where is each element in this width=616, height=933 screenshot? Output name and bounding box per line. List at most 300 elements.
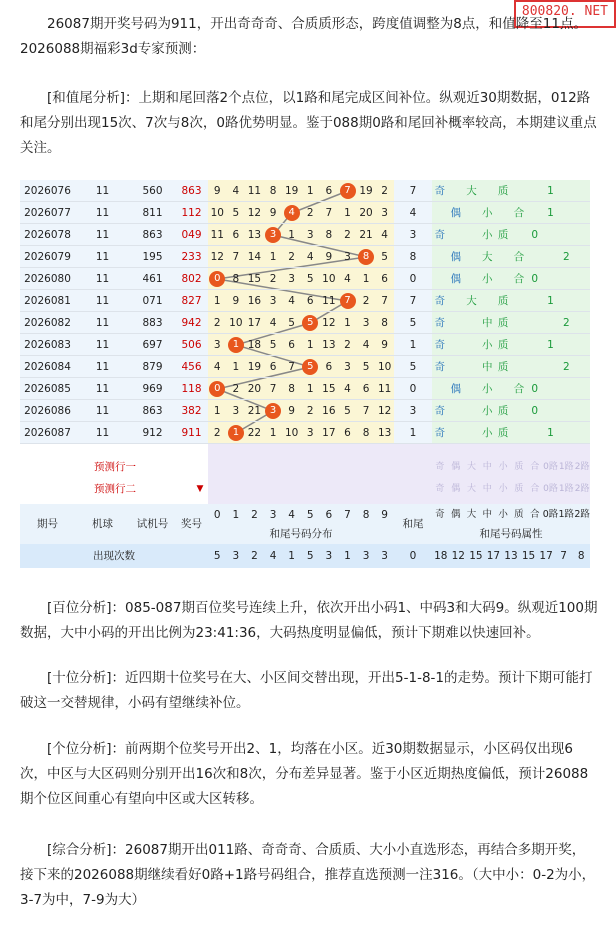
dist-cell: 21 [247,405,262,417]
predict-attr-cell: 大 [466,462,476,472]
header-attr-label: 和尾号码属性 [479,528,543,540]
attr-cell: 质 [497,317,509,329]
trend-table [20,180,590,568]
attr-cell: 质 [497,339,509,351]
attr-cell: 奇 [434,185,446,197]
dist-cell: 1 [213,405,221,417]
dist-cell: 6 [381,273,388,285]
dist-cell: 5 [306,273,314,285]
attr-cell: 0 [531,405,539,417]
dist-cell: 6 [306,295,314,307]
header-ball: 机球 [92,518,113,530]
row-ball: 11 [95,251,110,263]
attr-cell: 奇 [434,361,446,373]
footer-digit-count: 5 [213,550,221,562]
dist-cell: 21 [359,229,373,241]
dist-cell: 2 [344,339,351,351]
dist-cell: 1 [362,273,370,285]
dist-cell: 20 [247,383,262,395]
attr-cell: 1 [547,427,554,439]
dist-cell: 13 [377,427,392,439]
dist-cell: 15 [247,273,262,285]
table-footer [20,544,590,568]
dist-cell: 1 [232,361,240,373]
table-row [20,290,590,312]
header-dist-label: 和尾号码分布 [269,528,333,540]
predict-attr-cell: 中 [482,484,492,494]
table-row [20,202,590,224]
intro-line-1: 26087期开奖号码为911，开出奇奇奇、合质质形态，跨度值调整为8点，和值降至11点。 [47,16,587,32]
dist-cell: 15 [322,383,336,395]
dist-cell: 13 [322,339,336,351]
dist-cell: 7 [381,295,388,307]
predict-attr-cell: 小 [498,484,508,494]
shi-analysis: [十位分析]：近四期十位奖号在大、小区间交替出现，开出5-1-8-1的走势。预计下期可能打破这一交替规律，小码有望继续补位。 [20,670,593,711]
dist-cell: 2 [288,251,295,263]
ge-analysis: [个位分析]：前两期个位奖号开出2、1，均落在小区。近30期数据显示，小区码仅出现6次，中区与大区码则分别开出16次和8次，分布差异显著。鉴于小区近期热度偏低，预计26088期个位区间重心有望向中区或大区转移。 [20,741,589,807]
dist-cell: 4 [362,339,370,351]
dist-cell: 1 [344,317,351,329]
dist-cell: 11 [322,295,336,307]
row-ball: 11 [95,295,110,307]
predict-row-1-label: 预测行一 [94,461,136,473]
footer-digit-count: 4 [269,550,277,562]
attr-cell: 合 [513,273,525,285]
dist-cell: 16 [322,405,336,417]
dist-cell: 2 [232,383,240,395]
predict-attr-cell: 1路 [558,484,574,494]
attr-cell: 1 [547,207,554,219]
attr-cell: 小 [482,405,493,417]
row-prize: 456 [181,361,202,373]
row-trial: 560 [142,185,163,197]
table-row [20,334,590,356]
footer-digit-count: 3 [381,550,388,562]
row-trial: 697 [142,339,163,351]
row-prize: 049 [181,229,202,241]
predict-attr-cell: 偶 [451,484,461,494]
attr-cell: 小 [482,273,493,285]
attr-cell: 小 [482,427,493,439]
dist-cell: 5 [269,339,277,351]
attr-cell: 中 [482,317,493,329]
header-attr: 小 [498,509,508,520]
header-attr: 中 [482,509,493,520]
footer-label: 出现次数 [93,550,135,562]
hit-ball: 7 [340,293,356,309]
predict-attr-cell: 2路 [574,462,590,472]
site-watermark: 800820. NET [514,0,616,28]
row-ball: 11 [95,339,110,351]
attr-cell: 质 [497,361,509,373]
dist-cell: 8 [381,317,388,329]
header-issue: 期号 [37,518,58,530]
row-issue: 2026084 [24,361,71,373]
dist-cell: 4 [232,185,240,197]
dist-cell: 1 [269,251,277,263]
attr-cell: 奇 [434,339,446,351]
dist-cell: 8 [325,229,333,241]
attr-cell: 奇 [434,317,446,329]
row-issue: 2026076 [24,185,71,197]
dist-cell: 2 [381,185,388,197]
row-trial: 461 [142,273,163,285]
row-ball: 11 [95,361,110,373]
table-row [20,378,590,400]
header-attr: 0路 [542,509,559,520]
dist-cell: 1 [269,427,277,439]
dist-cell: 11 [210,229,224,241]
header-hewei: 和尾 [402,518,424,530]
dist-cell: 22 [247,427,262,439]
intro-line-2: 2026088期福彩3d专家预测： [20,41,206,57]
dist-cell: 6 [325,185,333,197]
hewei-analysis: [和值尾分析]：上期和尾回落2个点位，以1路和尾完成区间补位。纵观近30期数据，012路和尾分别出现15次、7次与8次，0路优势明显。鉴于088期0路和尾回补概率较高，本期建议重点关注。 [20,90,597,156]
dist-cell: 1 [213,295,221,307]
dist-cell: 14 [247,251,262,263]
attr-cell: 大 [482,251,493,263]
dist-cell: 11 [377,383,392,395]
dist-cell: 4 [288,295,295,307]
hit-ball: 1 [228,425,244,441]
dist-cell: 3 [269,295,277,307]
dist-cell: 10 [210,207,224,219]
dist-cell: 18 [247,339,262,351]
dist-cell: 19 [359,185,373,197]
row-hewei: 3 [409,229,417,241]
hit-ball: 7 [340,183,356,199]
header-digit: 6 [325,509,333,521]
attr-cell: 0 [531,273,539,285]
header-attr: 质 [514,509,524,520]
dist-cell: 6 [269,361,277,373]
footer-digit-count: 2 [251,550,258,562]
dist-cell: 3 [344,361,351,373]
predict-attr-cell: 合 [530,484,540,494]
predict-attr-cell: 偶 [451,462,461,472]
dist-cell: 9 [232,295,240,307]
dist-cell: 3 [344,251,351,263]
predict-row-2-label: 预测行二 [94,483,136,495]
dist-cell: 4 [269,317,277,329]
dist-cell: 3 [381,207,388,219]
row-trial: 863 [142,229,163,241]
footer-digit-count: 3 [362,550,370,562]
footer-attr-count: 8 [577,550,585,562]
dist-cell: 1 [306,383,314,395]
dist-cell: 9 [325,251,333,263]
table-row [20,400,590,422]
row-trial: 883 [142,317,163,329]
dist-cell: 3 [362,317,370,329]
dist-cell: 8 [288,383,295,395]
dist-cell: 7 [288,361,295,373]
table-row [20,356,590,378]
row-ball: 11 [95,317,110,329]
row-prize: 942 [181,317,202,329]
row-hewei: 1 [409,339,417,351]
attr-cell: 2 [562,361,570,373]
dist-cell: 4 [344,383,351,395]
predict-attr-cell: 大 [466,484,476,494]
dist-cell: 20 [359,207,373,219]
attr-cell: 合 [513,251,525,263]
footer-digit-count: 5 [306,550,314,562]
footer-digit-count: 1 [288,550,295,562]
row-ball: 11 [95,207,110,219]
row-issue: 2026086 [24,405,71,417]
row-hewei: 7 [409,295,417,307]
dist-cell: 9 [269,207,277,219]
header-digit: 5 [306,509,314,521]
header-digit: 4 [288,509,295,521]
attr-cell: 0 [531,383,539,395]
attr-cell: 偶 [450,251,461,263]
attr-cell: 质 [497,427,509,439]
dist-cell: 9 [381,339,388,351]
hit-ball: 4 [284,205,300,221]
attr-cell: 大 [466,295,477,307]
hit-ball: 8 [358,249,374,265]
header-attr: 奇 [435,509,445,520]
footer-attr-count: 15 [521,550,536,562]
dist-cell: 8 [232,273,240,285]
dist-cell: 6 [288,339,295,351]
row-trial: 811 [142,207,163,219]
predict-attr-cell: 小 [498,462,508,472]
row-prize: 382 [181,405,202,417]
header-attr: 1路 [558,509,575,520]
row-prize: 506 [181,339,202,351]
attr-cell: 大 [466,185,477,197]
dist-cell: 12 [247,207,262,219]
header-digit: 0 [213,509,221,521]
attr-cell: 1 [547,185,554,197]
dist-cell: 5 [381,251,388,263]
table-header [20,504,590,544]
row-prize: 863 [181,185,202,197]
dist-cell: 7 [325,207,333,219]
dist-cell: 12 [377,405,392,417]
dist-cell: 1 [344,207,351,219]
row-prize: 118 [181,383,202,395]
row-issue: 2026080 [24,273,71,285]
row-ball: 11 [95,273,110,285]
attr-cell: 合 [513,383,525,395]
row-issue: 2026077 [24,207,71,219]
attr-cell: 2 [562,251,570,263]
dist-cell: 3 [213,339,221,351]
row-issue: 2026082 [24,317,71,329]
table-row [20,224,590,246]
bai-analysis: [百位分析]：085-087期百位奖号连续上升，依次开出小码1、中码3和大码9。纵观近100期数据，大中小码的开出比例为23:41:36，大码热度明显偏低，预计下期难以快速回补。 [20,600,598,641]
dist-cell: 19 [247,361,262,373]
attr-cell: 1 [547,295,554,307]
row-ball: 11 [95,229,110,241]
predict-attr-cell: 中 [482,462,492,472]
predict-arrow-icon: ▼ [196,484,204,494]
row-prize: 911 [181,427,202,439]
row-issue: 2026078 [24,229,71,241]
row-trial: 195 [142,251,163,263]
attr-cell: 质 [497,405,509,417]
row-hewei: 1 [409,427,417,439]
dist-cell: 7 [362,405,370,417]
table-row [20,312,590,334]
header-digit: 3 [269,509,277,521]
dist-cell: 2 [306,405,314,417]
dist-cell: 6 [325,361,333,373]
row-hewei: 4 [409,207,417,219]
row-separator [20,443,590,444]
attr-cell: 小 [482,207,493,219]
dist-cell: 6 [232,229,240,241]
row-prize: 233 [181,251,202,263]
dist-cell: 4 [306,251,314,263]
attr-cell: 小 [482,229,493,241]
header-attr: 2路 [574,509,590,520]
attr-cell: 偶 [450,383,461,395]
dist-cell: 10 [322,273,336,285]
dist-cell: 17 [247,317,262,329]
header-digit: 8 [362,509,370,521]
attr-cell: 奇 [434,427,446,439]
table-row [20,422,590,444]
footer-attr-count: 12 [451,550,465,562]
attr-cell: 偶 [450,207,461,219]
dist-cell: 4 [344,273,351,285]
dist-cell: 16 [247,295,262,307]
row-issue: 2026079 [24,251,71,263]
row-prize: 827 [181,295,202,307]
dist-cell: 10 [229,317,243,329]
row-prize: 112 [181,207,202,219]
dist-cell: 7 [269,383,277,395]
row-hewei: 8 [409,251,417,263]
dist-cell: 10 [284,427,299,439]
attr-cell: 偶 [450,273,461,285]
attr-cell: 奇 [434,295,446,307]
dist-cell: 9 [213,185,221,197]
hit-ball: 0 [209,271,225,287]
predict-attr-cell: 奇 [435,484,445,494]
table-row [20,180,590,202]
dist-cell: 3 [306,229,314,241]
dist-cell: 1 [306,339,314,351]
dist-cell: 13 [247,229,262,241]
header-trial: 试机号 [136,518,169,530]
attr-cell: 奇 [434,405,446,417]
attr-cell: 质 [497,295,509,307]
zonghe-analysis: [综合分析]：26087期开出011路、奇奇奇、合质质、大小小直选形态，再结合多期开奖，接下来的2026088期继续看好0路+1路号码组合，推荐直选预测一注316。（大中小：0-2为小，3-7为中，7-9为大） [20,842,596,908]
predict-attr-cell: 奇 [435,462,445,472]
dist-cell: 12 [210,251,224,263]
dist-cell: 4 [381,229,388,241]
dist-cell: 1 [288,229,295,241]
dist-cell: 8 [362,427,370,439]
footer-digit-count: 1 [344,550,351,562]
attr-cell: 奇 [434,229,446,241]
row-hewei: 5 [409,317,417,329]
footer-attr-count: 18 [434,550,448,562]
dist-cell: 8 [269,185,277,197]
table-row [20,246,590,268]
header-digit: 2 [251,509,258,521]
header-attr: 大 [466,509,477,520]
row-issue: 2026083 [24,339,71,351]
row-hewei: 0 [409,383,417,395]
dist-cell: 9 [288,405,295,417]
row-trial: 071 [142,295,163,307]
row-hewei: 5 [409,361,417,373]
predict-attr-cell: 合 [530,462,540,472]
predict-attr-cell: 1路 [558,462,574,472]
dist-cell: 3 [306,427,314,439]
hit-ball: 0 [209,381,225,397]
dist-cell: 1 [306,185,314,197]
header-prize: 奖号 [181,518,202,530]
header-attr: 偶 [450,509,461,520]
hit-ball: 1 [228,337,244,353]
hit-ball: 5 [302,359,318,375]
dist-cell: 19 [284,185,299,197]
dist-cell: 5 [288,317,295,329]
attr-cell: 1 [547,339,554,351]
row-ball: 11 [95,185,110,197]
row-prize: 802 [181,273,202,285]
dist-cell: 12 [322,317,336,329]
attr-cell: 合 [513,207,525,219]
footer-attr-count: 17 [486,550,501,562]
dist-cell: 2 [213,427,221,439]
row-hewei: 7 [409,185,417,197]
footer-attr-count: 15 [469,550,483,562]
row-trial: 879 [142,361,163,373]
dist-cell: 10 [377,361,392,373]
dist-cell: 2 [362,295,370,307]
row-issue: 2026081 [24,295,71,307]
dist-cell: 3 [288,273,295,285]
attr-cell: 0 [531,229,539,241]
attr-cell: 质 [497,229,509,241]
dist-cell: 6 [362,383,370,395]
header-digit: 9 [381,509,388,521]
dist-cell: 5 [232,207,240,219]
attr-cell: 小 [482,383,493,395]
dist-cell: 2 [269,273,277,285]
attr-cell: 质 [497,185,509,197]
dist-cell: 5 [344,405,351,417]
header-digit: 1 [232,509,240,521]
footer-attr-count: 17 [539,550,553,562]
attr-cell: 小 [482,339,493,351]
header-attr: 合 [529,509,540,520]
dist-cell: 2 [213,317,221,329]
row-ball: 11 [95,427,110,439]
row-hewei: 0 [409,273,417,285]
hit-ball: 5 [302,315,318,331]
footer-digit-count: 3 [232,550,240,562]
row-trial: 912 [142,427,163,439]
hit-ball: 3 [265,227,281,243]
dist-cell: 17 [322,427,336,439]
dist-cell: 5 [362,361,370,373]
row-issue: 2026087 [24,427,71,439]
dist-cell: 7 [232,251,240,263]
predict-attr-cell: 2路 [574,484,590,494]
footer-digit-count: 3 [325,550,333,562]
attr-cell: 中 [482,361,493,373]
